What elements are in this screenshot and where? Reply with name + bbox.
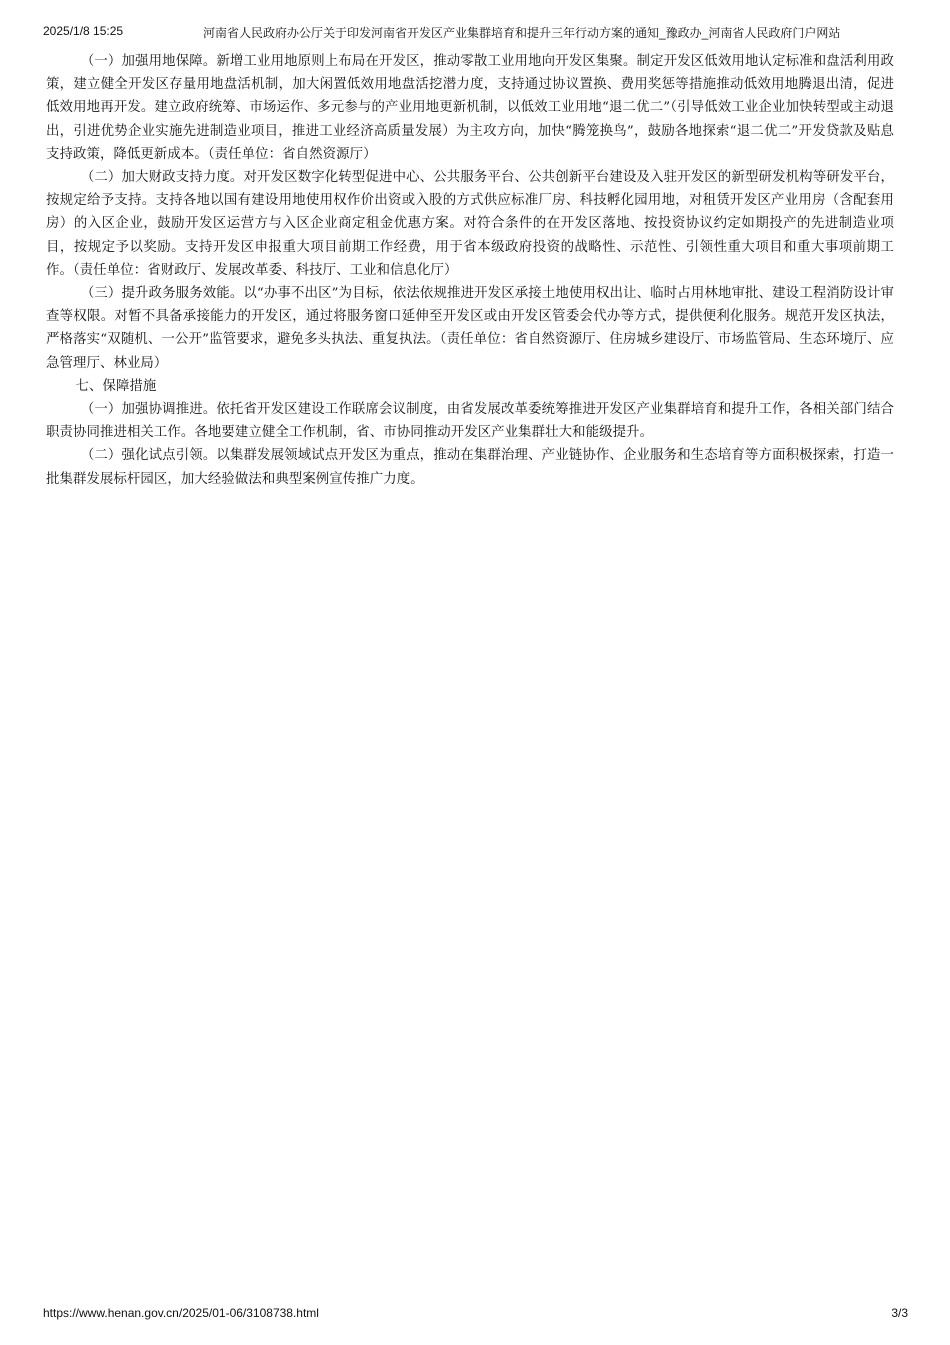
page-number: 3/3 bbox=[891, 1306, 908, 1320]
section-heading-safeguards: 七、保障措施 bbox=[75, 378, 157, 394]
page-url: https://www.henan.gov.cn/2025/01-06/3108738.html bbox=[43, 1306, 319, 1320]
paragraph-fiscal-support: （二）加大财政支持力度。对开发区数字化转型促进中心、公共服务平台、公共创新平台建设及入驻开发区的新型研发机构等研发平台，按规定给予支持。支持各地以国有建设用地使用权作价出资或入股的方式供应标准厂房、科技孵化园用地，对租赁开发区产业用房（含配套用房）的入区企业，鼓励开发区运营方与入区企业商定租金优惠方案。对符合条件的在开发区落地、按投资协议约定如期投产的先进制造业项目，按规定予以奖励。支持开发区申报重大项目前期工作经费，用于省本级政府投资的战略性、示范性、引领性重大项目和重大事项前期工作。（责任单位：省财政厅、发展改革委、科技厅、工业和信息化厅） bbox=[46, 170, 894, 278]
paragraph-coordination: （一）加强协调推进。依托省开发区建设工作联席会议制度，由省发展改革委统筹推进开发区产业集群培育和提升工作，各相关部门结合职责协同推进相关工作。各地要建立健全工作机制，省、市协同推动开发区产业集群壮大和能级提升。 bbox=[46, 402, 894, 441]
paragraph-pilot-guidance: （二）强化试点引领。以集群发展领域试点开发区为重点，推动在集群治理、产业链协作、企业服务和生态培育等方面积极探索，打造一批集群发展标杆园区，加大经验做法和典型案例宣传推广力度。 bbox=[46, 448, 894, 487]
paragraph-land-guarantee: （一）加强用地保障。新增工业用地原则上布局在开发区，推动零散工业用地向开发区集聚。制定开发区低效用地认定标准和盘活利用政策，建立健全开发区存量用地盘活机制，加大闲置低效用地盘活挖潜力度，支持通过协议置换、费用奖惩等措施推动低效用地腾退出清，促进低效用地再开发。建立政府统筹、市场运作、多元参与的产业用地更新机制，以低效工业用地“退二优二”（引导低效工业企业加快转型或主动退出，引进优势企业实施先进制造业项目，推进工业经济高质量发展）为主攻方向，加快“腾笼换鸟”，鼓励各地探索“退二优二”开发贷款及贴息支持政策，降低更新成本。（责任单位：省自然资源厅） bbox=[46, 54, 894, 162]
print-footer bbox=[43, 1306, 908, 1322]
print-header bbox=[43, 24, 910, 40]
document-title: 河南省人民政府办公厅关于印发河南省开发区产业集群培育和提升三年行动方案的通知_豫政办_河南省人民政府门户网站 bbox=[203, 26, 841, 40]
article-body bbox=[46, 50, 894, 491]
paragraph-government-services: （三）提升政务服务效能。以“办事不出区”为目标，依法依规推进开发区承接土地使用权出让、临时占用林地审批、建设工程消防设计审查等权限。对暂不具备承接能力的开发区，通过将服务窗口延伸至开发区或由开发区管委会代办等方式，提供便利化服务。规范开发区执法，严格落实“双随机、一公开”监管要求，避免多头执法、重复执法。（责任单位：省自然资源厅、住房城乡建设厅、市场监管局、生态环境厅、应急管理厅、林业局） bbox=[46, 286, 894, 371]
print-timestamp: 2025/1/8 15:25 bbox=[43, 24, 124, 38]
